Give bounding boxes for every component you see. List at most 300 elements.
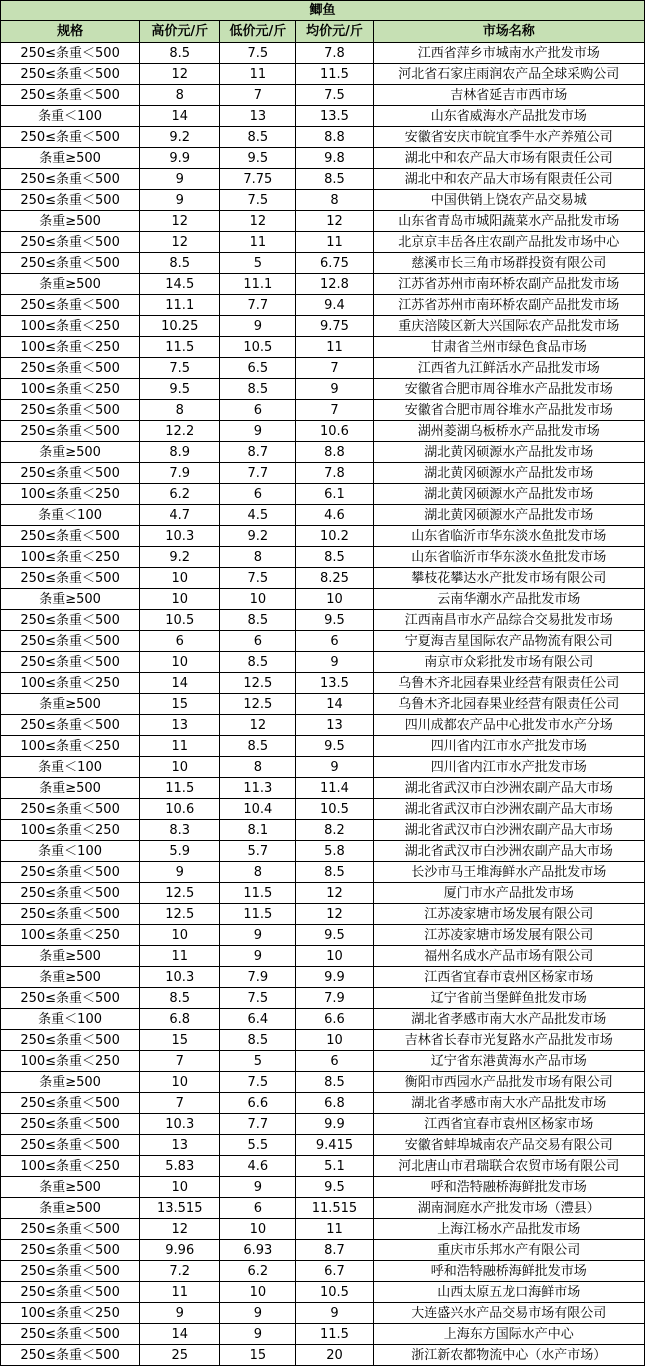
- cell-market: 大连盛兴水产品交易市场有限公司: [373, 1303, 644, 1324]
- cell-high-price: 10: [140, 568, 220, 589]
- cell-avg-price: 6.6: [296, 1009, 373, 1030]
- cell-market: 湖北黄冈硕源水产品批发市场: [373, 484, 644, 505]
- cell-high-price: 10: [140, 1177, 220, 1198]
- cell-spec: 250≤条重＜500: [1, 1282, 140, 1303]
- header-low-price: 低价元/斤: [220, 21, 296, 43]
- cell-market: 慈溪市长三角市场群投资有限公司: [373, 253, 644, 274]
- table-body: [1, 43, 645, 1366]
- cell-avg-price: 8.5: [296, 169, 373, 190]
- cell-market: 四川成都农产品中心批发市水产分场: [373, 715, 644, 736]
- table-row: [1, 316, 645, 337]
- table-row: [1, 1114, 645, 1135]
- cell-high-price: 13: [140, 715, 220, 736]
- table-row: [1, 64, 645, 85]
- cell-high-price: 8: [140, 400, 220, 421]
- cell-avg-price: 9.415: [296, 1135, 373, 1156]
- cell-high-price: 7.2: [140, 1261, 220, 1282]
- table-row: [1, 295, 645, 316]
- cell-high-price: 5.9: [140, 841, 220, 862]
- cell-spec: 250≤条重＜500: [1, 1345, 140, 1366]
- cell-avg-price: 7.5: [296, 85, 373, 106]
- cell-avg-price: 9.5: [296, 610, 373, 631]
- table-row: [1, 274, 645, 295]
- cell-spec: 250≤条重＜500: [1, 631, 140, 652]
- cell-spec: 250≤条重＜500: [1, 190, 140, 211]
- cell-low-price: 9: [220, 316, 296, 337]
- cell-low-price: 6: [220, 631, 296, 652]
- cell-avg-price: 13.5: [296, 673, 373, 694]
- cell-market: 湖北中和农产品大市场有限责任公司: [373, 169, 644, 190]
- cell-avg-price: 20: [296, 1345, 373, 1366]
- cell-avg-price: 8.5: [296, 862, 373, 883]
- table-row: [1, 1219, 645, 1240]
- cell-low-price: 11: [220, 232, 296, 253]
- cell-low-price: 7.5: [220, 43, 296, 64]
- cell-low-price: 6.2: [220, 1261, 296, 1282]
- cell-low-price: 8: [220, 757, 296, 778]
- cell-avg-price: 9.5: [296, 736, 373, 757]
- cell-low-price: 5: [220, 253, 296, 274]
- cell-spec: 250≤条重＜500: [1, 253, 140, 274]
- cell-low-price: 11.5: [220, 904, 296, 925]
- table-row: [1, 589, 645, 610]
- cell-low-price: 8.7: [220, 442, 296, 463]
- cell-market: 山东省青岛市城阳蔬菜水产品批发市场: [373, 211, 644, 232]
- cell-avg-price: 7: [296, 358, 373, 379]
- cell-avg-price: 8: [296, 190, 373, 211]
- cell-spec: 250≤条重＜500: [1, 1324, 140, 1345]
- cell-avg-price: 10: [296, 946, 373, 967]
- cell-market: 湖南洞庭水产批发市场（澧县）: [373, 1198, 644, 1219]
- cell-spec: 250≤条重＜500: [1, 652, 140, 673]
- cell-high-price: 25: [140, 1345, 220, 1366]
- cell-low-price: 7.5: [220, 568, 296, 589]
- cell-high-price: 14: [140, 673, 220, 694]
- cell-spec: 250≤条重＜500: [1, 1261, 140, 1282]
- cell-avg-price: 13.5: [296, 106, 373, 127]
- table-row: [1, 379, 645, 400]
- cell-high-price: 12: [140, 232, 220, 253]
- cell-spec: 条重≥500: [1, 589, 140, 610]
- table-row: [1, 253, 645, 274]
- cell-avg-price: 9: [296, 379, 373, 400]
- cell-market: 重庆市乐邦水产有限公司: [373, 1240, 644, 1261]
- table-row: [1, 106, 645, 127]
- cell-spec: 100≤条重＜250: [1, 736, 140, 757]
- cell-spec: 100≤条重＜250: [1, 337, 140, 358]
- cell-low-price: 7.75: [220, 169, 296, 190]
- table-title: 鲫鱼: [1, 1, 645, 21]
- cell-high-price: 12.5: [140, 904, 220, 925]
- cell-high-price: 10.6: [140, 799, 220, 820]
- cell-spec: 条重＜100: [1, 1009, 140, 1030]
- header-market: 市场名称: [373, 21, 644, 43]
- cell-market: 福州名成水产品市场有限公司: [373, 946, 644, 967]
- cell-avg-price: 7.8: [296, 463, 373, 484]
- cell-high-price: 9: [140, 190, 220, 211]
- cell-avg-price: 4.6: [296, 505, 373, 526]
- cell-market: 辽宁省东港黄海水产品市场: [373, 1051, 644, 1072]
- cell-spec: 100≤条重＜250: [1, 547, 140, 568]
- cell-spec: 条重≥500: [1, 946, 140, 967]
- cell-spec: 250≤条重＜500: [1, 1135, 140, 1156]
- cell-avg-price: 9: [296, 757, 373, 778]
- cell-avg-price: 10.2: [296, 526, 373, 547]
- cell-spec: 250≤条重＜500: [1, 421, 140, 442]
- cell-low-price: 13: [220, 106, 296, 127]
- cell-high-price: 10: [140, 589, 220, 610]
- table-row: [1, 484, 645, 505]
- cell-low-price: 8.5: [220, 736, 296, 757]
- cell-avg-price: 6.8: [296, 1093, 373, 1114]
- cell-market: 甘肃省兰州市绿色食品市场: [373, 337, 644, 358]
- table-row: [1, 1009, 645, 1030]
- cell-spec: 250≤条重＜500: [1, 463, 140, 484]
- cell-avg-price: 11.4: [296, 778, 373, 799]
- cell-spec: 100≤条重＜250: [1, 1051, 140, 1072]
- cell-high-price: 5.83: [140, 1156, 220, 1177]
- table-row: [1, 841, 645, 862]
- cell-spec: 250≤条重＜500: [1, 799, 140, 820]
- cell-high-price: 12.5: [140, 883, 220, 904]
- table-row: [1, 1198, 645, 1219]
- cell-low-price: 9: [220, 1303, 296, 1324]
- cell-high-price: 7.5: [140, 358, 220, 379]
- cell-avg-price: 7.8: [296, 43, 373, 64]
- cell-avg-price: 7.9: [296, 988, 373, 1009]
- table-row: [1, 925, 645, 946]
- cell-spec: 250≤条重＜500: [1, 610, 140, 631]
- cell-low-price: 7.5: [220, 988, 296, 1009]
- table-row: [1, 421, 645, 442]
- cell-low-price: 11.1: [220, 274, 296, 295]
- cell-low-price: 9: [220, 925, 296, 946]
- table-row: [1, 127, 645, 148]
- cell-high-price: 7: [140, 1051, 220, 1072]
- cell-market: 山东省临沂市华东淡水鱼批发市场: [373, 547, 644, 568]
- cell-market: 江西省宜春市袁州区杨家市场: [373, 1114, 644, 1135]
- cell-low-price: 12.5: [220, 673, 296, 694]
- cell-high-price: 11: [140, 946, 220, 967]
- table-row: [1, 1303, 645, 1324]
- table-row: [1, 568, 645, 589]
- cell-low-price: 6: [220, 1198, 296, 1219]
- cell-market: 江苏凌家塘市场发展有限公司: [373, 904, 644, 925]
- cell-avg-price: 9.9: [296, 1114, 373, 1135]
- table-row: [1, 232, 645, 253]
- cell-low-price: 9: [220, 1177, 296, 1198]
- cell-spec: 250≤条重＜500: [1, 64, 140, 85]
- cell-low-price: 12: [220, 715, 296, 736]
- cell-market: 湖北省孝感市南大水产品批发市场: [373, 1009, 644, 1030]
- cell-spec: 250≤条重＜500: [1, 715, 140, 736]
- cell-spec: 250≤条重＜500: [1, 883, 140, 904]
- table-row: [1, 799, 645, 820]
- cell-high-price: 10: [140, 757, 220, 778]
- cell-high-price: 4.7: [140, 505, 220, 526]
- cell-avg-price: 12: [296, 211, 373, 232]
- cell-market: 长沙市马王堆海鲜水产品批发市场: [373, 862, 644, 883]
- table-row: [1, 148, 645, 169]
- cell-avg-price: 8.25: [296, 568, 373, 589]
- cell-high-price: 13: [140, 1135, 220, 1156]
- table-row: [1, 400, 645, 421]
- cell-high-price: 8.9: [140, 442, 220, 463]
- cell-high-price: 14.5: [140, 274, 220, 295]
- table-row: [1, 505, 645, 526]
- cell-spec: 250≤条重＜500: [1, 988, 140, 1009]
- cell-spec: 100≤条重＜250: [1, 316, 140, 337]
- cell-spec: 250≤条重＜500: [1, 295, 140, 316]
- cell-market: 呼和浩特融桥海鲜批发市场: [373, 1177, 644, 1198]
- cell-low-price: 8: [220, 862, 296, 883]
- cell-spec: 250≤条重＜500: [1, 1219, 140, 1240]
- table-row: [1, 463, 645, 484]
- cell-high-price: 15: [140, 1030, 220, 1051]
- table-row: [1, 547, 645, 568]
- cell-low-price: 7.7: [220, 463, 296, 484]
- cell-low-price: 6.6: [220, 1093, 296, 1114]
- cell-market: 衡阳市西园水产品批发市场有限公司: [373, 1072, 644, 1093]
- header-spec: 规格: [1, 21, 140, 43]
- cell-market: 浙江新农都物流中心（水产市场）: [373, 1345, 644, 1366]
- table-row: [1, 1135, 645, 1156]
- cell-spec: 条重≥500: [1, 694, 140, 715]
- table-row: [1, 1177, 645, 1198]
- table-row: [1, 526, 645, 547]
- cell-spec: 条重＜100: [1, 841, 140, 862]
- cell-market: 吉林省长春市光复路水产品批发市场: [373, 1030, 644, 1051]
- cell-market: 江苏省苏州市南环桥农副产品批发市场: [373, 274, 644, 295]
- cell-spec: 250≤条重＜500: [1, 358, 140, 379]
- cell-market: 山西太原五龙口海鲜市场: [373, 1282, 644, 1303]
- table-row: [1, 736, 645, 757]
- table-row: [1, 778, 645, 799]
- cell-avg-price: 8.5: [296, 547, 373, 568]
- table-row: [1, 883, 645, 904]
- cell-low-price: 9: [220, 1324, 296, 1345]
- table-row: [1, 988, 645, 1009]
- table-row: [1, 1261, 645, 1282]
- table-row: [1, 43, 645, 64]
- cell-spec: 条重≥500: [1, 967, 140, 988]
- cell-market: 南京市众彩批发市场有限公司: [373, 652, 644, 673]
- cell-low-price: 10: [220, 1282, 296, 1303]
- cell-low-price: 9.2: [220, 526, 296, 547]
- cell-high-price: 10.3: [140, 1114, 220, 1135]
- table-row: [1, 862, 645, 883]
- cell-avg-price: 10: [296, 589, 373, 610]
- cell-avg-price: 9.9: [296, 967, 373, 988]
- cell-spec: 250≤条重＜500: [1, 526, 140, 547]
- cell-market: 河北省石家庄雨润农产品全球采购公司: [373, 64, 644, 85]
- cell-high-price: 8.3: [140, 820, 220, 841]
- cell-spec: 条重≥500: [1, 1072, 140, 1093]
- cell-spec: 条重≥500: [1, 274, 140, 295]
- cell-spec: 250≤条重＜500: [1, 85, 140, 106]
- cell-high-price: 6.2: [140, 484, 220, 505]
- cell-high-price: 13.515: [140, 1198, 220, 1219]
- cell-spec: 250≤条重＜500: [1, 1114, 140, 1135]
- cell-high-price: 9.2: [140, 547, 220, 568]
- cell-market: 湖北省武汉市白沙洲农副产品大市场: [373, 820, 644, 841]
- cell-avg-price: 6: [296, 1051, 373, 1072]
- cell-market: 上海江杨水产品批发市场: [373, 1219, 644, 1240]
- cell-spec: 条重＜100: [1, 106, 140, 127]
- cell-avg-price: 6.1: [296, 484, 373, 505]
- cell-low-price: 7.7: [220, 295, 296, 316]
- cell-spec: 条重≥500: [1, 778, 140, 799]
- cell-spec: 条重≥500: [1, 442, 140, 463]
- cell-avg-price: 9.8: [296, 148, 373, 169]
- cell-low-price: 8.5: [220, 379, 296, 400]
- table-row: [1, 610, 645, 631]
- cell-low-price: 9: [220, 421, 296, 442]
- table-row: [1, 757, 645, 778]
- cell-low-price: 8.5: [220, 610, 296, 631]
- cell-high-price: 9.9: [140, 148, 220, 169]
- cell-low-price: 9.5: [220, 148, 296, 169]
- table-row: [1, 1156, 645, 1177]
- cell-high-price: 12: [140, 211, 220, 232]
- cell-high-price: 11: [140, 736, 220, 757]
- cell-avg-price: 12: [296, 883, 373, 904]
- cell-market: 重庆涪陵区新大兴国际农产品批发市场: [373, 316, 644, 337]
- cell-high-price: 10.3: [140, 967, 220, 988]
- cell-avg-price: 11: [296, 337, 373, 358]
- cell-avg-price: 9.5: [296, 1177, 373, 1198]
- cell-avg-price: 11: [296, 1219, 373, 1240]
- cell-low-price: 12: [220, 211, 296, 232]
- cell-market: 湖北黄冈硕源水产品批发市场: [373, 463, 644, 484]
- table-row: [1, 652, 645, 673]
- cell-spec: 100≤条重＜250: [1, 379, 140, 400]
- table-row: [1, 1324, 645, 1345]
- cell-low-price: 6.5: [220, 358, 296, 379]
- cell-market: 呼和浩特融桥海鲜批发市场: [373, 1261, 644, 1282]
- cell-market: 四川省内江市水产批发市场: [373, 757, 644, 778]
- cell-avg-price: 11.5: [296, 1324, 373, 1345]
- cell-avg-price: 10.5: [296, 1282, 373, 1303]
- cell-market: 湖北省孝感市南大水产品批发市场: [373, 1093, 644, 1114]
- cell-high-price: 10: [140, 652, 220, 673]
- cell-avg-price: 8.2: [296, 820, 373, 841]
- cell-low-price: 9: [220, 946, 296, 967]
- cell-market: 安徽省合肥市周谷堆水产品批发市场: [373, 379, 644, 400]
- cell-high-price: 12: [140, 1219, 220, 1240]
- cell-avg-price: 11.5: [296, 64, 373, 85]
- cell-high-price: 10.3: [140, 526, 220, 547]
- table-row: [1, 1282, 645, 1303]
- header-high-price: 高价元/斤: [140, 21, 220, 43]
- cell-market: 湖北省武汉市白沙洲农副产品大市场: [373, 778, 644, 799]
- cell-spec: 250≤条重＜500: [1, 904, 140, 925]
- cell-high-price: 9: [140, 862, 220, 883]
- cell-spec: 条重≥500: [1, 148, 140, 169]
- cell-low-price: 7.5: [220, 1072, 296, 1093]
- cell-spec: 250≤条重＜500: [1, 232, 140, 253]
- cell-low-price: 7.9: [220, 967, 296, 988]
- table-row: [1, 694, 645, 715]
- cell-low-price: 8.5: [220, 652, 296, 673]
- cell-market: 上海东方国际水产中心: [373, 1324, 644, 1345]
- cell-spec: 100≤条重＜250: [1, 820, 140, 841]
- cell-high-price: 14: [140, 106, 220, 127]
- cell-avg-price: 11: [296, 232, 373, 253]
- cell-market: 厦门市水产品批发市场: [373, 883, 644, 904]
- cell-avg-price: 8.8: [296, 442, 373, 463]
- header-avg-price: 均价元/斤: [296, 21, 373, 43]
- cell-avg-price: 6: [296, 631, 373, 652]
- cell-spec: 250≤条重＜500: [1, 1030, 140, 1051]
- table-row: [1, 1240, 645, 1261]
- table-row: [1, 673, 645, 694]
- cell-low-price: 6.93: [220, 1240, 296, 1261]
- cell-market: 江苏凌家塘市场发展有限公司: [373, 925, 644, 946]
- table-row: [1, 1051, 645, 1072]
- cell-market: 江苏省苏州市南环桥农副产品批发市场: [373, 295, 644, 316]
- cell-spec: 250≤条重＜500: [1, 43, 140, 64]
- cell-high-price: 9.5: [140, 379, 220, 400]
- cell-high-price: 7.9: [140, 463, 220, 484]
- cell-low-price: 10.5: [220, 337, 296, 358]
- cell-high-price: 10: [140, 925, 220, 946]
- cell-market: 山东省临沂市华东淡水鱼批发市场: [373, 526, 644, 547]
- table-row: [1, 1345, 645, 1366]
- cell-market: 湖北黄冈硕源水产品批发市场: [373, 442, 644, 463]
- cell-market: 辽宁省前当堡鲜鱼批发市场: [373, 988, 644, 1009]
- table-row: [1, 190, 645, 211]
- cell-spec: 100≤条重＜250: [1, 484, 140, 505]
- cell-low-price: 8.1: [220, 820, 296, 841]
- cell-avg-price: 9.75: [296, 316, 373, 337]
- cell-high-price: 8.5: [140, 253, 220, 274]
- table-row: [1, 358, 645, 379]
- cell-low-price: 7: [220, 85, 296, 106]
- cell-spec: 250≤条重＜500: [1, 1240, 140, 1261]
- cell-avg-price: 9.4: [296, 295, 373, 316]
- cell-spec: 条重≥500: [1, 211, 140, 232]
- cell-high-price: 9.96: [140, 1240, 220, 1261]
- cell-low-price: 7.5: [220, 190, 296, 211]
- cell-low-price: 4.6: [220, 1156, 296, 1177]
- table-row: [1, 715, 645, 736]
- cell-avg-price: 10.6: [296, 421, 373, 442]
- cell-spec: 条重≥500: [1, 1198, 140, 1219]
- cell-high-price: 11: [140, 1282, 220, 1303]
- cell-spec: 250≤条重＜500: [1, 169, 140, 190]
- cell-market: 江西省萍乡市城南水产批发市场: [373, 43, 644, 64]
- table-row: [1, 1072, 645, 1093]
- cell-spec: 100≤条重＜250: [1, 1303, 140, 1324]
- cell-spec: 条重＜100: [1, 505, 140, 526]
- cell-low-price: 6: [220, 400, 296, 421]
- cell-spec: 100≤条重＜250: [1, 673, 140, 694]
- cell-spec: 100≤条重＜250: [1, 1156, 140, 1177]
- cell-avg-price: 5.1: [296, 1156, 373, 1177]
- table-row: [1, 631, 645, 652]
- cell-high-price: 11.5: [140, 337, 220, 358]
- table-row: [1, 820, 645, 841]
- cell-low-price: 6: [220, 484, 296, 505]
- cell-high-price: 11.1: [140, 295, 220, 316]
- cell-avg-price: 12: [296, 904, 373, 925]
- cell-avg-price: 10.5: [296, 799, 373, 820]
- cell-high-price: 12.2: [140, 421, 220, 442]
- cell-market: 河北唐山市君瑞联合农贸市场有限公司: [373, 1156, 644, 1177]
- cell-avg-price: 13: [296, 715, 373, 736]
- cell-high-price: 12: [140, 64, 220, 85]
